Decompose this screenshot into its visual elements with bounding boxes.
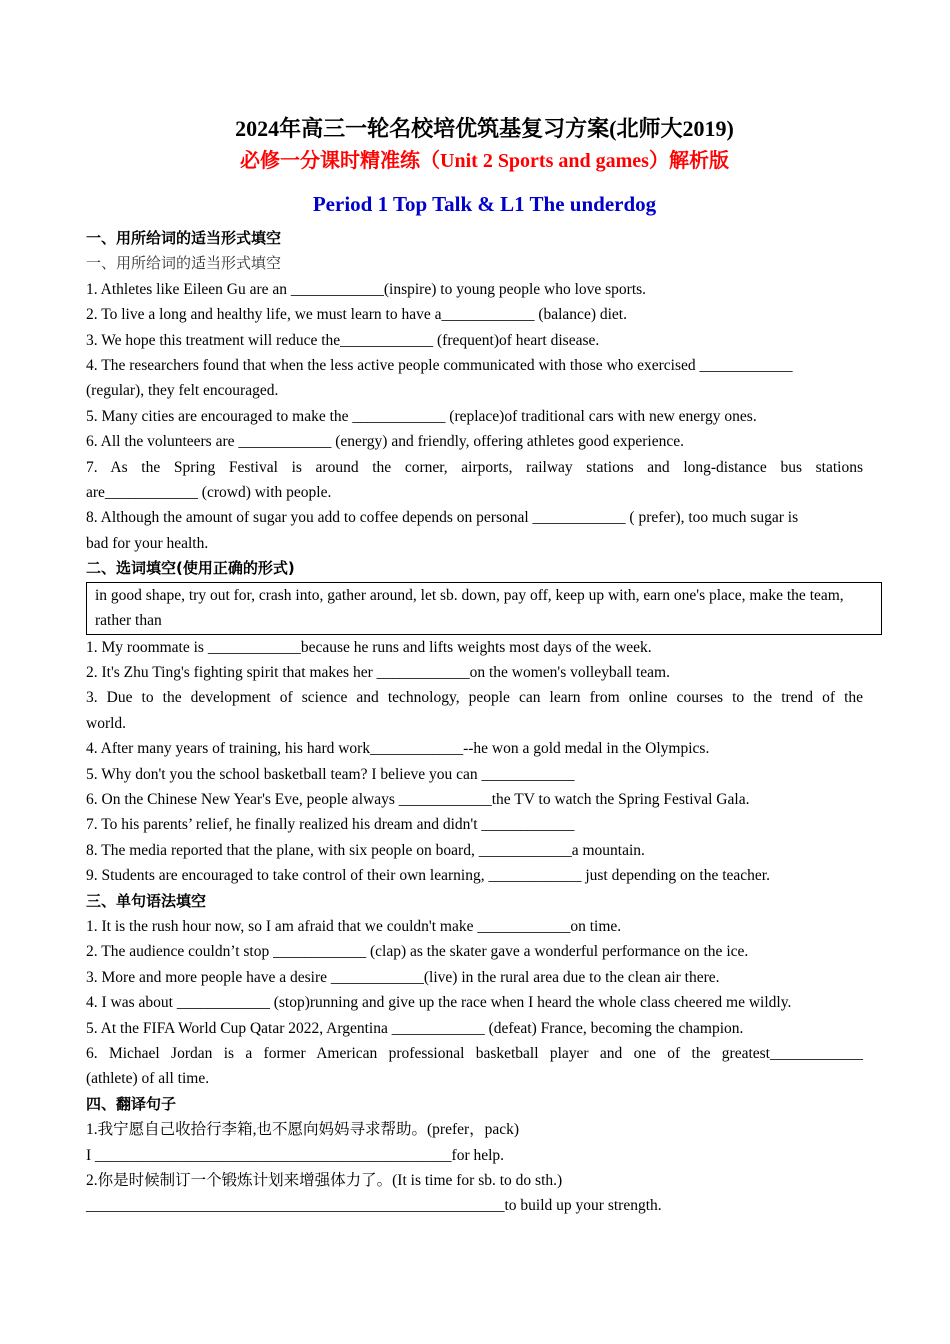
word-bank-text: in good shape, try out for, crash into, gather around, let sb. down, pay off, keep up with, earn one's place, make the team, rather than <box>95 586 844 630</box>
period-title: Period 1 Top Talk & L1 The underdog <box>312 192 657 216</box>
question-line: 3. We hope this treatment will reduce the____________ (frequent)of heart disease. <box>86 331 600 349</box>
question-line: 1. My roommate is ____________because he runs and lifts weights most days of the week. <box>86 638 652 656</box>
question-line: 6. All the volunteers are ____________ (energy) and friendly, offering athletes good experience. <box>86 433 684 451</box>
translation-line: 1.我宁愿自己收拾行李箱,也不愿向妈妈寻求帮助。(prefer，pack) <box>86 1121 520 1139</box>
section4-heading: 四、翻译句子 <box>86 1094 177 1113</box>
question-line: 3. Due to the development of science and technology, people can learn from online courses to the trend of the <box>86 689 863 707</box>
question-line: 5. Why don't you the school basketball team? I believe you can ____________ <box>86 765 575 783</box>
question-line: 1. It is the rush hour now, so I am afraid that we couldn't make ____________on time. <box>86 917 622 935</box>
section1-heading-repeat: 一、用所给词的适当形式填空 <box>86 254 282 273</box>
question-line: 2. The audience couldn’t stop ____________ (clap) as the skater gave a wonderful performance on the ice. <box>86 943 749 961</box>
question-line: 8. Although the amount of sugar you add to coffee depends on personal ____________ ( prefer), too much sugar is <box>86 509 799 527</box>
question-line: 9. Students are encouraged to take control of their own learning, ____________ just depending on the teacher. <box>86 867 770 885</box>
question-line: world. <box>86 714 127 732</box>
translation-line: ______________________________________________________to build up your strength. <box>86 1197 662 1215</box>
section3-heading: 三、单句语法填空 <box>86 891 207 910</box>
section2-heading: 二、选词填空(使用正确的形式) <box>86 559 295 578</box>
word-bank-box <box>86 582 882 635</box>
document-content <box>86 112 863 1219</box>
question-line: 3. More and more people have a desire ____________(live) in the rural area due to the clean air there. <box>86 968 720 986</box>
question-line: 4. I was about ____________ (stop)running and give up the race when I heard the whole class cheered me wildly. <box>86 994 792 1012</box>
document-subtitle: 必修一分课时精准练（Unit 2 Sports and games）解析版 <box>240 150 729 172</box>
question-line: (athlete) of all time. <box>86 1070 210 1088</box>
translation-line: 2.你是时候制订一个锻炼计划来增强体力了。(It is time for sb. to do sth.) <box>86 1172 563 1190</box>
question-line: 7. As the Spring Festival is around the corner, airports, railway stations and long-distance bus stations <box>86 458 863 476</box>
question-line: 1. Athletes like Eileen Gu are an ____________(inspire) to young people who love sports. <box>86 280 647 298</box>
document-title: 2024年高三一轮名校培优筑基复习方案(北师大2019) <box>235 116 734 141</box>
question-line: 2. To live a long and healthy life, we must learn to have a____________ (balance) diet. <box>86 306 627 324</box>
question-line: 6. Michael Jordan is a former American professional basketball player and one of the greatest____________ <box>86 1045 863 1062</box>
question-line: 5. At the FIFA World Cup Qatar 2022, Argentina ____________ (defeat) France, becoming the champion. <box>86 1019 744 1037</box>
section1-heading: 一、用所给词的适当形式填空 <box>86 229 282 247</box>
question-line: 5. Many cities are encouraged to make the ____________ (replace)of traditional cars with new energy ones. <box>86 407 757 425</box>
question-line: 7. To his parents’ relief, he finally realized his dream and didn't ____________ <box>86 816 575 834</box>
translation-line: I ______________________________________________for help. <box>86 1146 505 1164</box>
question-line: (regular), they felt encouraged. <box>86 382 279 400</box>
question-line: bad for your health. <box>86 534 209 552</box>
question-line: 2. It's Zhu Ting's fighting spirit that makes her ____________on the women's volleyball team. <box>86 663 670 681</box>
question-line: 6. On the Chinese New Year's Eve, people always ____________the TV to watch the Spring Festival Gala. <box>86 790 750 808</box>
question-line: are____________ (crowd) with people. <box>86 484 332 502</box>
question-line: 8. The media reported that the plane, with six people on board, ____________a mountain. <box>86 841 645 859</box>
question-line: 4. The researchers found that when the less active people communicated with those who exercised ____________ <box>86 357 793 375</box>
question-line: 4. After many years of training, his hard work____________--he won a gold medal in the Olympics. <box>86 740 710 758</box>
